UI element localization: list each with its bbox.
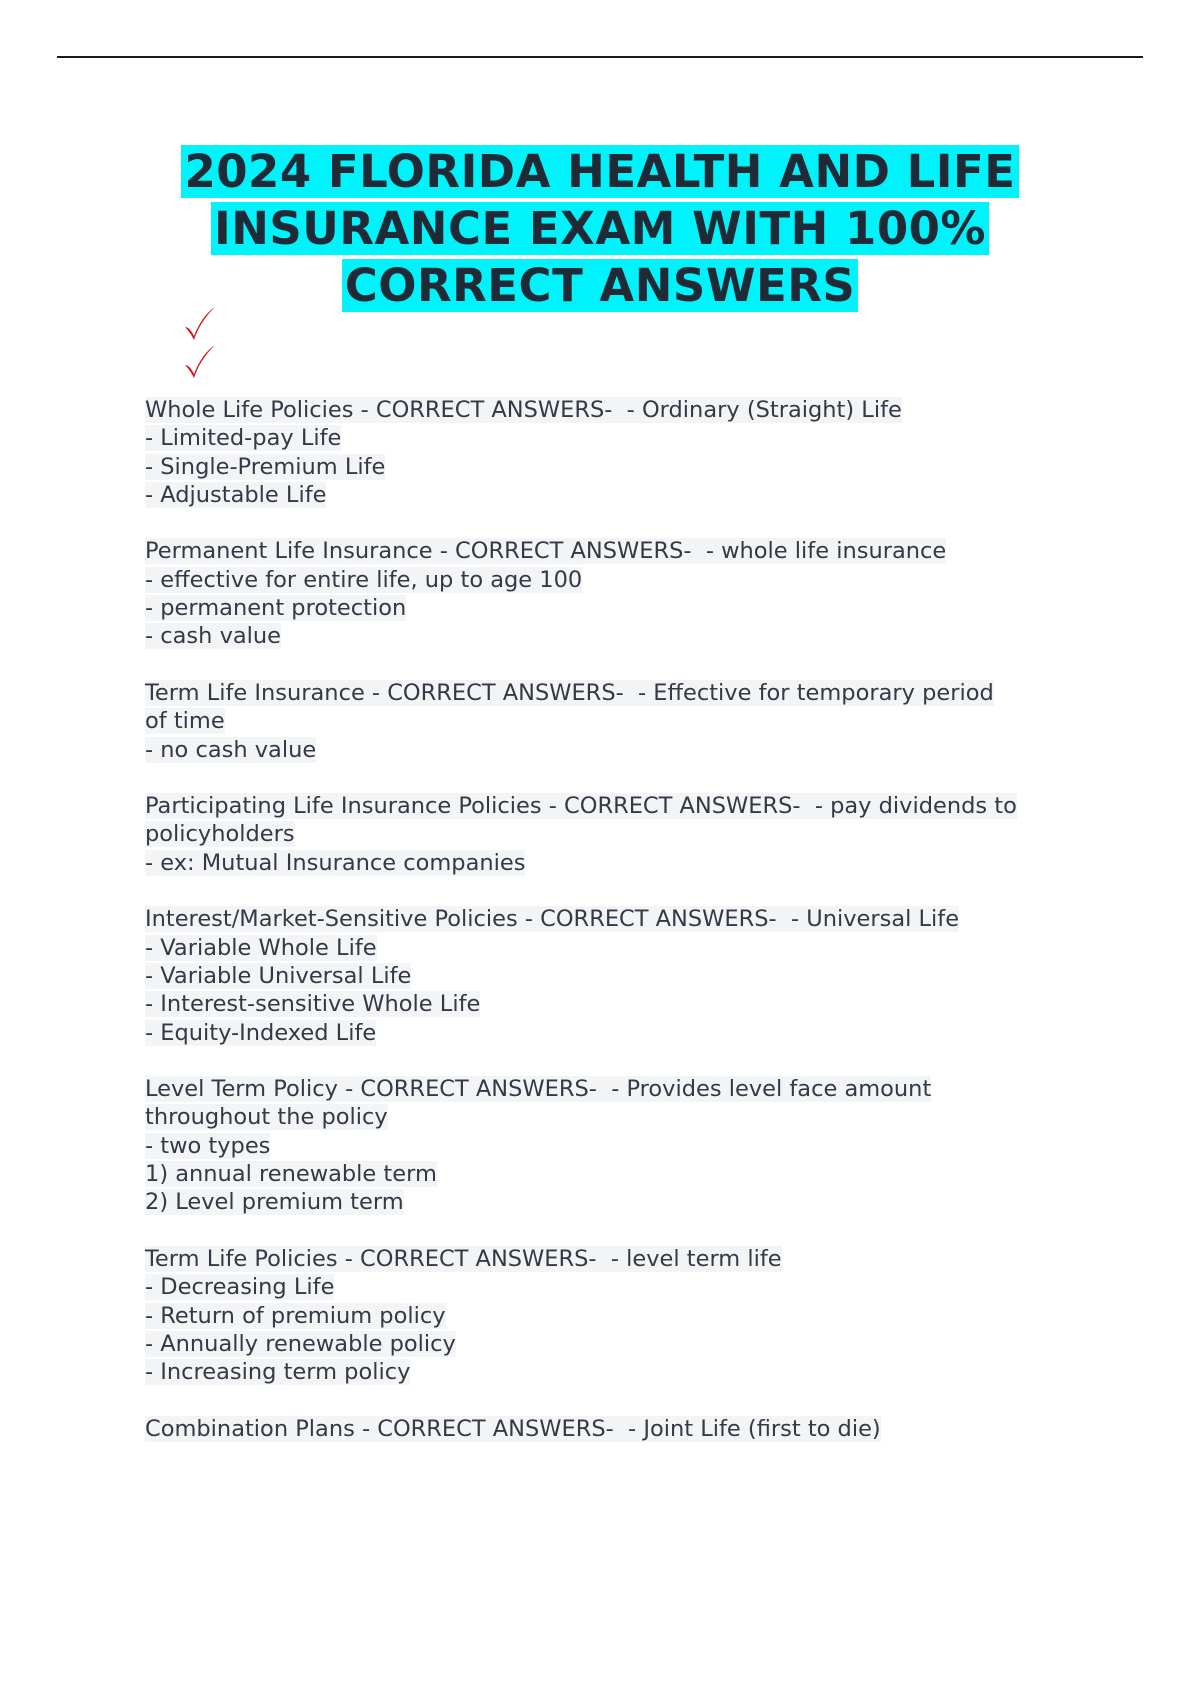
qa-answer-line (145, 1132, 1105, 1160)
qa-line-text: - Increasing term policy (145, 1359, 411, 1386)
qa-answer-line (145, 934, 1105, 962)
qa-line-text: - Equity-Indexed Life (145, 1019, 377, 1046)
qa-answer-line (145, 990, 1105, 1018)
page-title (100, 143, 1100, 314)
qa-line-text: throughout the policy (145, 1104, 388, 1131)
qa-line-text: Term Life Insurance - CORRECT ANSWERS- - Effective for temporary period (145, 679, 994, 706)
qa-line-text: - effective for entire life, up to age 100 (145, 566, 583, 593)
qa-answer-line (145, 849, 1105, 877)
qa-term-line (145, 1415, 1105, 1443)
qa-answer-line (145, 1103, 1105, 1131)
qa-line-text: - Decreasing Life (145, 1274, 335, 1301)
qa-line-text: - Limited-pay Life (145, 425, 342, 452)
qa-line-text: Term Life Policies - CORRECT ANSWERS- - level term life (145, 1245, 782, 1272)
qa-answer-line (145, 424, 1105, 452)
qa-line-text: 2) Level premium term (145, 1189, 404, 1216)
qa-line-text: Participating Life Insurance Policies - CORRECT ANSWERS- - pay dividends to (145, 793, 1017, 820)
qa-answer-line (145, 1160, 1105, 1188)
qa-line-text: - Interest-sensitive Whole Life (145, 991, 481, 1018)
checkmark-icon (182, 343, 218, 381)
qa-line-text: Combination Plans - CORRECT ANSWERS- - Joint Life (first to die) (145, 1415, 881, 1442)
qa-line-text: - two types (145, 1132, 271, 1159)
title-line-2: INSURANCE EXAM WITH 100% (211, 202, 989, 255)
qa-line-text: - ex: Mutual Insurance companies (145, 849, 526, 876)
qa-line-text: Whole Life Policies - CORRECT ANSWERS- - Ordinary (Straight) Life (145, 397, 902, 423)
qa-answer-line (145, 622, 1105, 650)
qa-term-line (145, 537, 1105, 565)
qa-line-text: - Annually renewable policy (145, 1330, 456, 1357)
qa-line-text: Permanent Life Insurance - CORRECT ANSWERS- - whole life insurance (145, 538, 947, 565)
qa-entry (145, 905, 1105, 1046)
qa-line-text: - Single-Premium Life (145, 453, 386, 480)
qa-answer-line (145, 1302, 1105, 1330)
checkmarks (182, 305, 218, 381)
qa-term-line (145, 1245, 1105, 1273)
qa-answer-line (145, 820, 1105, 848)
qa-answer-line (145, 481, 1105, 509)
qa-entry (145, 396, 1105, 509)
qa-line-text: policyholders (145, 821, 295, 848)
qa-entry (145, 537, 1105, 650)
qa-answer-line (145, 594, 1105, 622)
qa-line-text: - Return of premium policy (145, 1302, 446, 1329)
qa-answer-line (145, 1019, 1105, 1047)
qa-answer-line (145, 453, 1105, 481)
qa-line-text: 1) annual renewable term (145, 1161, 437, 1188)
top-rule (57, 56, 1143, 58)
qa-line-text: - permanent protection (145, 595, 407, 622)
qa-term-line (145, 905, 1105, 933)
qa-line-text: - no cash value (145, 736, 317, 763)
qa-entry (145, 1245, 1105, 1386)
qa-entry (145, 679, 1105, 764)
qa-answer-line (145, 566, 1105, 594)
qa-term-line (145, 396, 1105, 424)
qa-list (145, 396, 1105, 1471)
qa-line-text: - Adjustable Life (145, 481, 327, 508)
qa-line-text: - Variable Whole Life (145, 934, 377, 961)
title-line-3: CORRECT ANSWERS (342, 259, 859, 312)
qa-answer-line (145, 1188, 1105, 1216)
qa-line-text: - Variable Universal Life (145, 962, 412, 989)
qa-answer-line (145, 962, 1105, 990)
qa-answer-line (145, 1273, 1105, 1301)
checkmark-icon (182, 305, 218, 343)
qa-line-text: of time (145, 708, 225, 735)
qa-term-line (145, 792, 1105, 820)
qa-line-text: Interest/Market-Sensitive Policies - CORRECT ANSWERS- - Universal Life (145, 906, 960, 933)
qa-answer-line (145, 1330, 1105, 1358)
qa-entry (145, 1075, 1105, 1216)
title-line-1: 2024 FLORIDA HEALTH AND LIFE (181, 145, 1018, 198)
qa-entry (145, 1415, 1105, 1443)
qa-line-text: Level Term Policy - CORRECT ANSWERS- - Provides level face amount (145, 1076, 932, 1103)
qa-term-line (145, 679, 1105, 707)
qa-answer-line (145, 1358, 1105, 1386)
qa-answer-line (145, 736, 1105, 764)
qa-answer-line (145, 707, 1105, 735)
qa-term-line (145, 1075, 1105, 1103)
qa-entry (145, 792, 1105, 877)
qa-line-text: - cash value (145, 623, 282, 650)
